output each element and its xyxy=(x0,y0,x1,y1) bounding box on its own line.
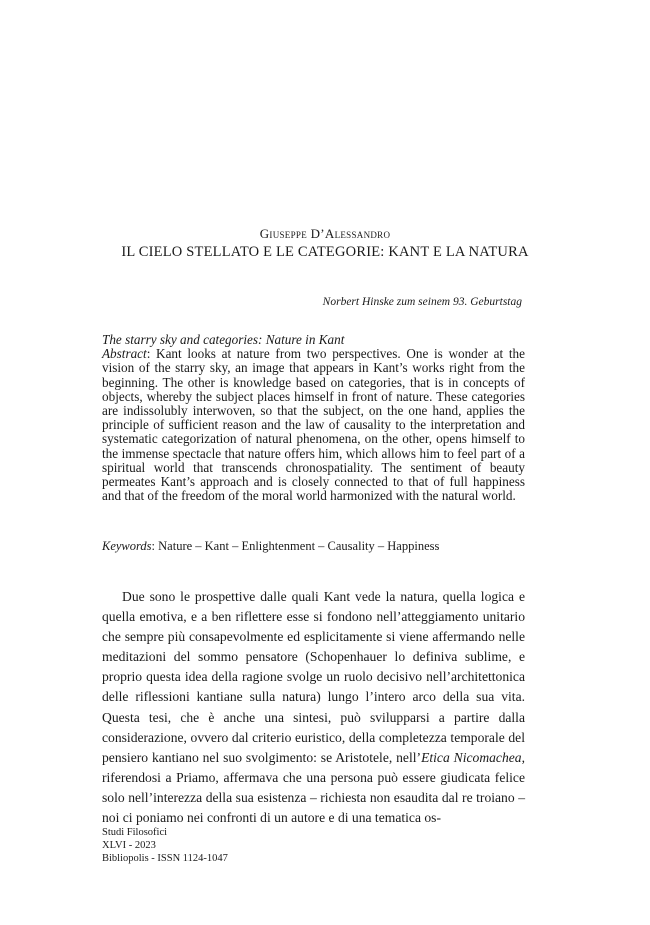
dedication: Norbert Hinske zum seinem 93. Geburtstag xyxy=(322,296,522,308)
abstract-text: : Kant looks at nature from two perspectives. One is wonder at the vision of the starry sky, an image that appears in Kant’s works right from the beginning. The other is knowledge based on categories, that is in concepts of objects, whereby the subject places himself in front of nature. These categories are indissolubly interwoven, so that the subject, on the one hand, applies the principle of sufficient reason and the law of causality to the interpretation and systematic categorization of natural phenomena, on the other, opens himself to the immense spectacle that nature offers him, which allows him to feel part of a spiritual world that transcends chronospatiality. The sentiment of beauty permeates Kant’s approach and is closely connected to that of full happiness and that of the freedom of the moral world harmonized with the natural world. xyxy=(102,346,525,504)
footer-volume: XLVI - 2023 xyxy=(102,840,156,851)
journal-footer xyxy=(102,826,228,865)
body-paragraph xyxy=(102,587,525,828)
footer-publisher: Bibliopolis - ISSN 1124-1047 xyxy=(102,853,228,864)
body-text-part1: Due sono le prospettive dalle quali Kant vede la natura, quella logica e quella emotiva, e a ben riflettere esse si fondono nell’atteggiamento unitario che sempre più consapevolmente ed esplicitamente si viene affermando nelle meditazioni del sommo pensatore (Schopenhauer lo definiva sublime, e proprio questa idea della ragione svolge un ruolo decisivo nell’architettonica delle riflessioni kantiane sulla natura) lungo l’intero arco della sua vita. Questa tesi, che è anche una sintesi, può svilupparsi a partire dalla considerazione, ovvero dal criterio euristico, della completezza temporale del pensiero kantiano nel suo svolgimento: se Aristotele, nell’ xyxy=(102,589,525,765)
keywords-text: : Nature – Kant – Enlightenment – Causality – Happiness xyxy=(151,539,440,553)
body-italic-title: Etica Nicomachea xyxy=(421,749,522,765)
keywords-line xyxy=(102,539,439,554)
abstract-block xyxy=(102,333,525,503)
abstract-label: Abstract xyxy=(102,346,147,362)
footer-journal: Studi Filosofici xyxy=(102,827,168,838)
body-text xyxy=(102,587,525,828)
english-title: The starry sky and categories: Nature in Kant xyxy=(102,332,345,347)
author-name: Giuseppe D’Alessandro xyxy=(259,226,391,241)
article-title: IL CIELO STELLATO E LE CATEGORIE: KANT E LA NATURA xyxy=(121,244,529,260)
keywords-label: Keywords xyxy=(102,539,152,553)
body-text-part2: , riferendosi a Priamo, affermava che una persona può essere giudicata felice solo nell’interezza della sua esistenza – richiesta non esaudita dal re troiano – noi ci poniamo nei confronti di un autore e di una tematica os- xyxy=(102,749,525,826)
